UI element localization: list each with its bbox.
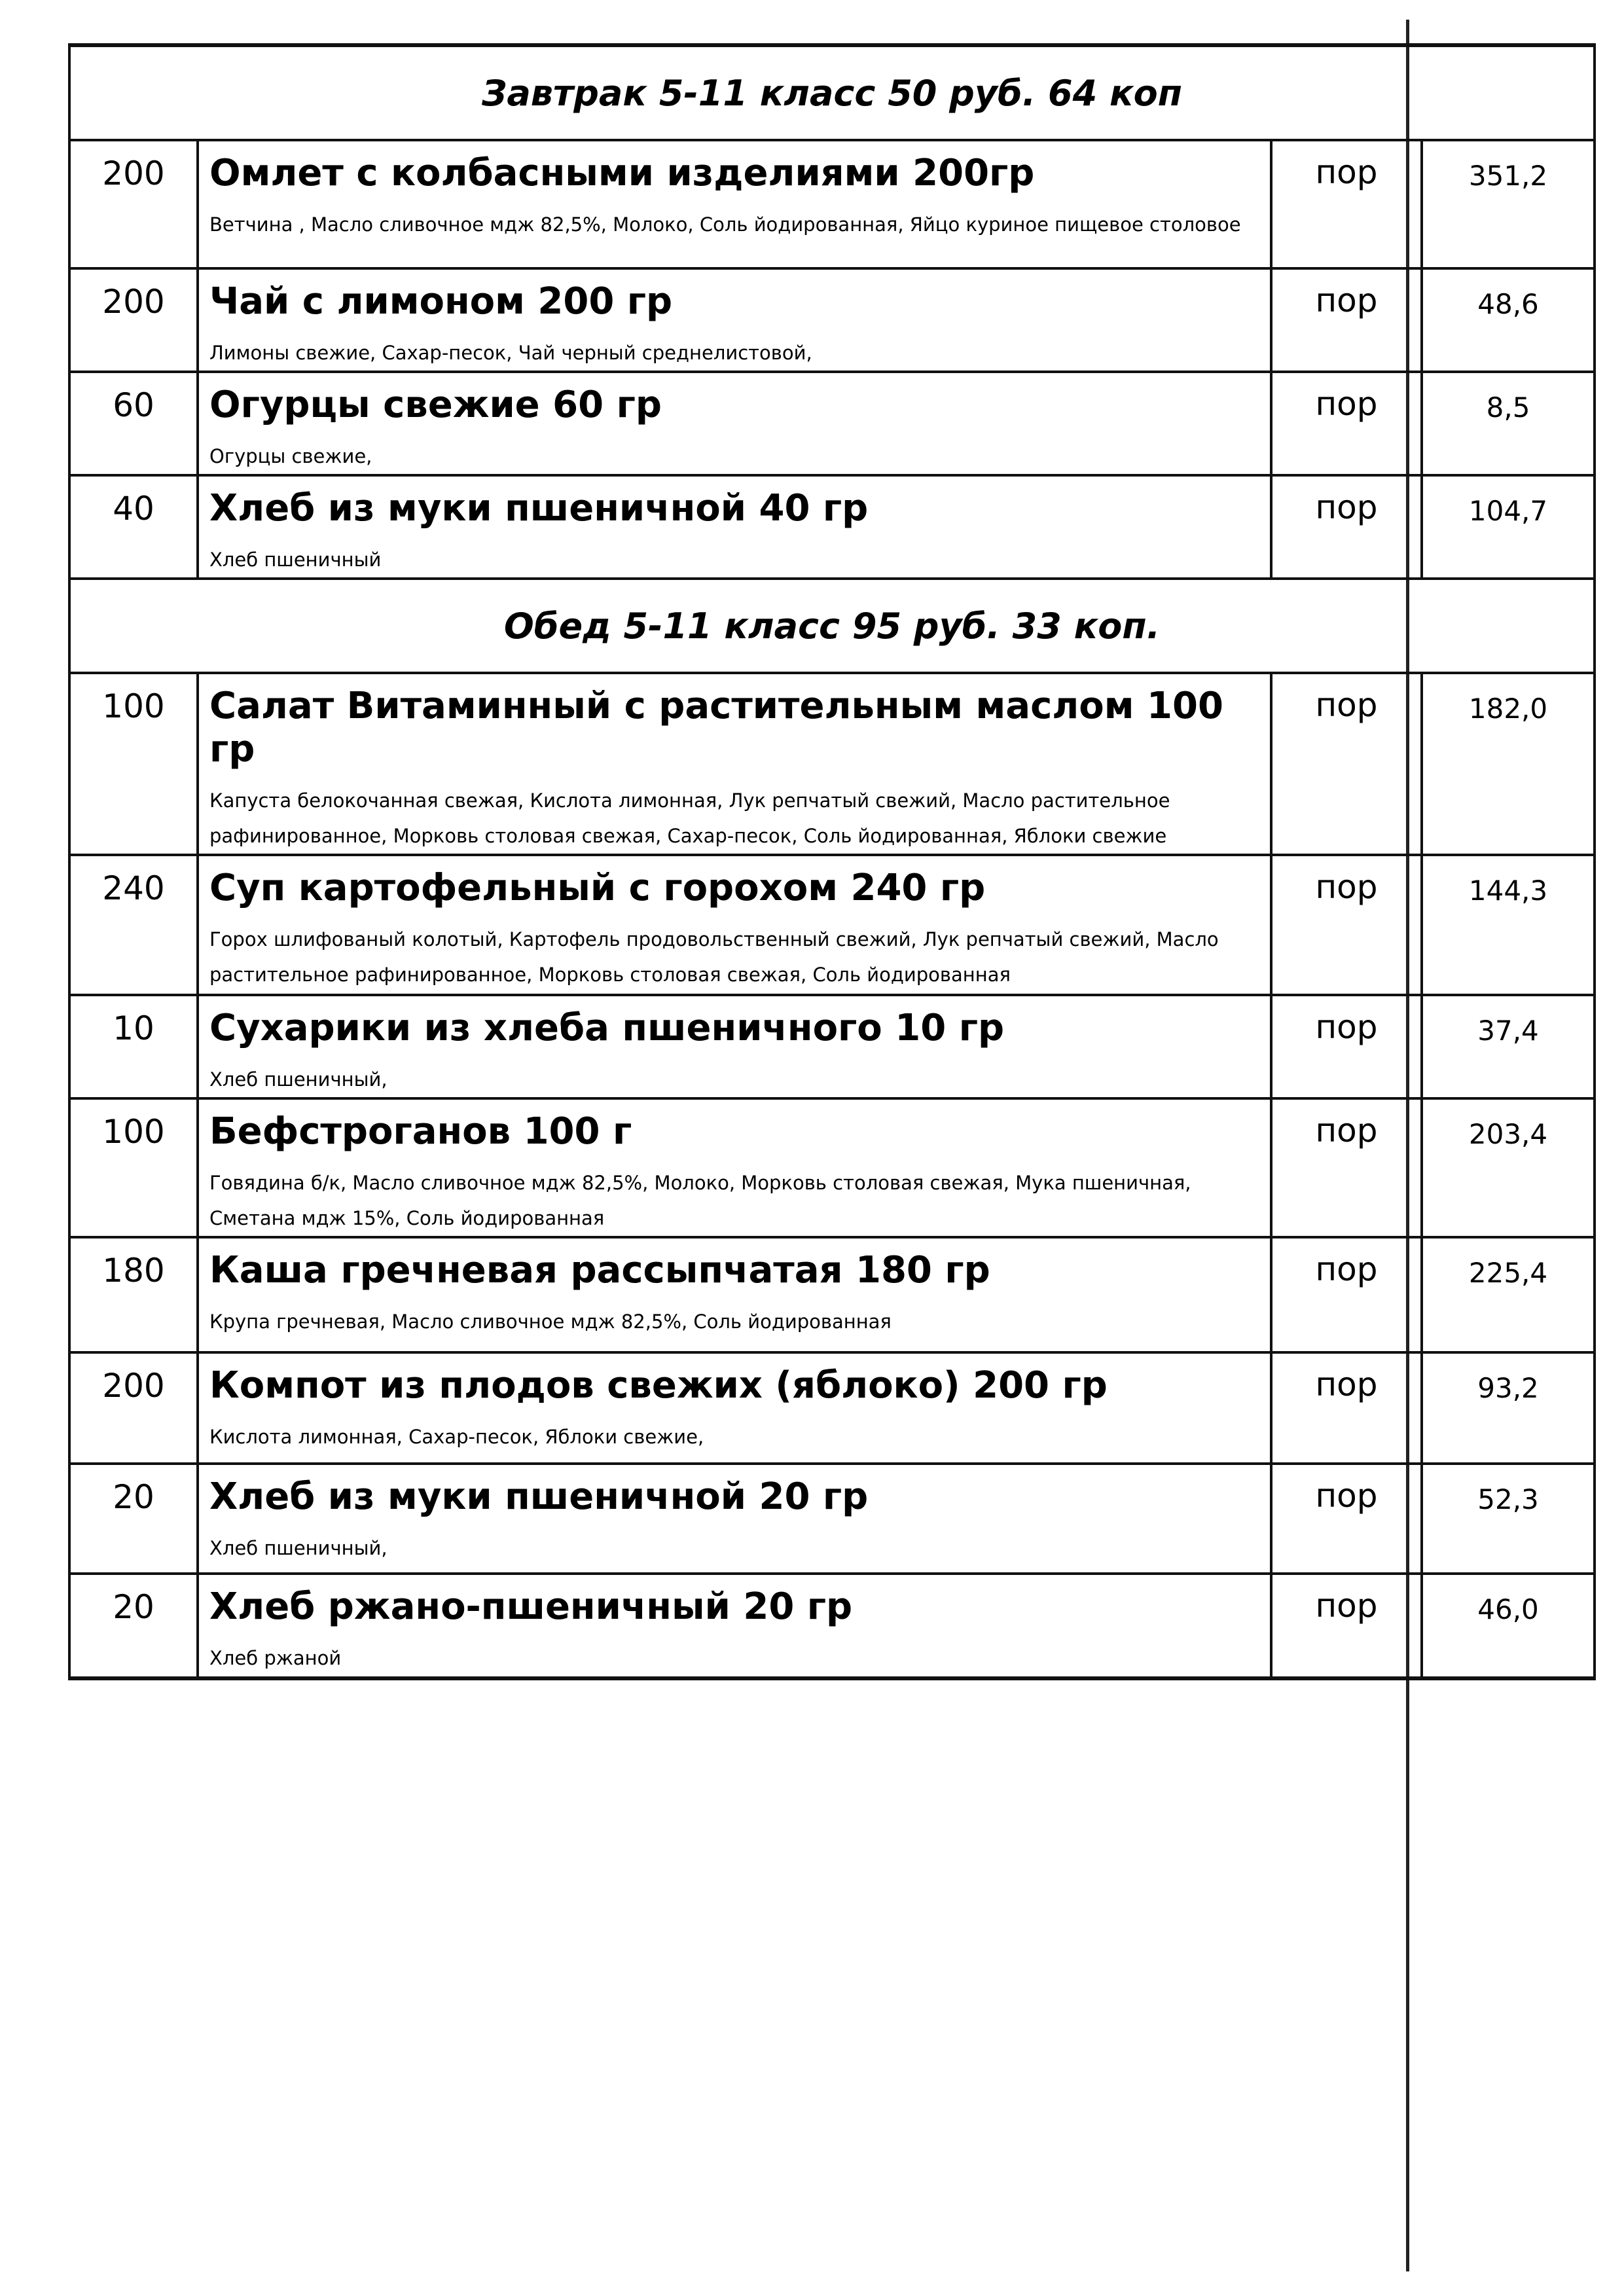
- item-description-cell: [198, 372, 1271, 475]
- dish-ingredients: Горох шлифованый колотый, Картофель продовольственный свежий, Лук репчатый свежий, Масло растительное рафинированное, Морковь столовая свежая, Соль йодированная: [209, 928, 1219, 986]
- item-unit: пор: [1271, 1574, 1422, 1678]
- section-title: Завтрак 5-11 класс 50 руб. 64 коп: [69, 45, 1595, 140]
- item-price: 351,2: [1422, 140, 1595, 268]
- item-weight: 20: [69, 1464, 198, 1574]
- item-unit: пор: [1271, 140, 1422, 268]
- item-description-cell: [198, 1237, 1271, 1352]
- menu-item-row: [69, 855, 1595, 995]
- item-price: 52,3: [1422, 1464, 1595, 1574]
- dish-ingredients: Ветчина , Масло сливочное мдж 82,5%, Молоко, Соль йодированная, Яйцо куриное пищевое столовое: [209, 213, 1241, 236]
- item-description-cell: [198, 475, 1271, 579]
- item-description-cell: [198, 268, 1271, 372]
- dish-name: Бефстроганов 100 г: [209, 1110, 632, 1153]
- item-unit: пор: [1271, 475, 1422, 579]
- menu-item-row: [69, 1237, 1595, 1352]
- dish-ingredients: Крупа гречневая, Масло сливочное мдж 82,5%, Соль йодированная: [209, 1310, 892, 1333]
- dish-ingredients: Хлеб пшеничный,: [209, 1068, 388, 1091]
- menu-item-row: [69, 1574, 1595, 1678]
- item-description-cell: [198, 140, 1271, 268]
- item-description-cell: [198, 1352, 1271, 1464]
- item-price: 93,2: [1422, 1352, 1595, 1464]
- item-description-cell: [198, 995, 1271, 1098]
- menu-item-row: [69, 995, 1595, 1098]
- dish-ingredients: Хлеб пшеничный,: [209, 1537, 388, 1559]
- item-price: 8,5: [1422, 372, 1595, 475]
- item-description-cell: [198, 855, 1271, 995]
- item-weight: 240: [69, 855, 198, 995]
- item-price: 203,4: [1422, 1098, 1595, 1237]
- item-price: 48,6: [1422, 268, 1595, 372]
- menu-table: [68, 43, 1596, 1680]
- menu-item-row: [69, 475, 1595, 579]
- dish-name: Суп картофельный с горохом 240 гр: [209, 867, 986, 909]
- section-header-row: [69, 579, 1595, 673]
- dish-name: Хлеб ржано-пшеничный 20 гр: [209, 1585, 853, 1628]
- item-weight: 10: [69, 995, 198, 1098]
- dish-name: Чай с лимоном 200 гр: [209, 280, 673, 323]
- item-description-cell: [198, 1098, 1271, 1237]
- item-weight: 180: [69, 1237, 198, 1352]
- item-description-cell: [198, 1574, 1271, 1678]
- dish-ingredients: Хлеб ржаной: [209, 1647, 342, 1669]
- dish-ingredients: Огурцы свежие,: [209, 445, 372, 467]
- item-weight: 40: [69, 475, 198, 579]
- item-weight: 200: [69, 140, 198, 268]
- menu-item-row: [69, 1464, 1595, 1574]
- dish-name: Компот из плодов свежих (яблоко) 200 гр: [209, 1364, 1108, 1407]
- dish-name: Сухарики из хлеба пшеничного 10 гр: [209, 1007, 1005, 1049]
- section-title: Обед 5-11 класс 95 руб. 33 коп.: [69, 579, 1595, 673]
- dish-name: Хлеб из муки пшеничной 40 гр: [209, 487, 869, 530]
- dish-name: Салат Витаминный с растительным маслом 100 гр: [209, 685, 1223, 770]
- dish-name: Омлет с колбасными изделиями 200гр: [209, 152, 1035, 194]
- dish-ingredients: Капуста белокочанная свежая, Кислота лимонная, Лук репчатый свежий, Масло растительное рафинированное, Морковь столовая свежая, Сахар-песок, Соль йодированная, Яблоки свежие: [209, 789, 1170, 847]
- dish-name: Каша гречневая рассыпчатая 180 гр: [209, 1249, 990, 1292]
- item-weight: 200: [69, 268, 198, 372]
- item-price: 144,3: [1422, 855, 1595, 995]
- item-unit: пор: [1271, 673, 1422, 855]
- menu-table-body: [69, 45, 1595, 1678]
- item-weight: 60: [69, 372, 198, 475]
- dish-name: Огурцы свежие 60 гр: [209, 384, 662, 426]
- menu-item-row: [69, 1352, 1595, 1464]
- item-unit: пор: [1271, 372, 1422, 475]
- dish-ingredients: Лимоны свежие, Сахар-песок, Чай черный среднелистовой,: [209, 342, 812, 364]
- item-weight: 100: [69, 1098, 198, 1237]
- dish-ingredients: Хлеб пшеничный: [209, 549, 382, 571]
- item-price: 104,7: [1422, 475, 1595, 579]
- item-weight: 20: [69, 1574, 198, 1678]
- item-unit: пор: [1271, 268, 1422, 372]
- menu-item-row: [69, 1098, 1595, 1237]
- item-unit: пор: [1271, 1464, 1422, 1574]
- dish-name: Хлеб из муки пшеничной 20 гр: [209, 1475, 869, 1518]
- item-weight: 100: [69, 673, 198, 855]
- item-unit: пор: [1271, 1098, 1422, 1237]
- section-header-row: [69, 45, 1595, 140]
- item-unit: пор: [1271, 1237, 1422, 1352]
- menu-item-row: [69, 673, 1595, 855]
- item-price: 37,4: [1422, 995, 1595, 1098]
- item-weight: 200: [69, 1352, 198, 1464]
- item-unit: пор: [1271, 1352, 1422, 1464]
- item-unit: пор: [1271, 995, 1422, 1098]
- item-price: 182,0: [1422, 673, 1595, 855]
- item-unit: пор: [1271, 855, 1422, 995]
- item-description-cell: [198, 1464, 1271, 1574]
- dish-ingredients: Говядина б/к, Масло сливочное мдж 82,5%, Молоко, Морковь столовая свежая, Мука пшеничная, Сметана мдж 15%, Соль йодированная: [209, 1172, 1191, 1229]
- menu-item-row: [69, 372, 1595, 475]
- menu-item-row: [69, 268, 1595, 372]
- menu-item-row: [69, 140, 1595, 268]
- item-price: 225,4: [1422, 1237, 1595, 1352]
- item-price: 46,0: [1422, 1574, 1595, 1678]
- item-description-cell: [198, 673, 1271, 855]
- dish-ingredients: Кислота лимонная, Сахар-песок, Яблоки свежие,: [209, 1426, 704, 1448]
